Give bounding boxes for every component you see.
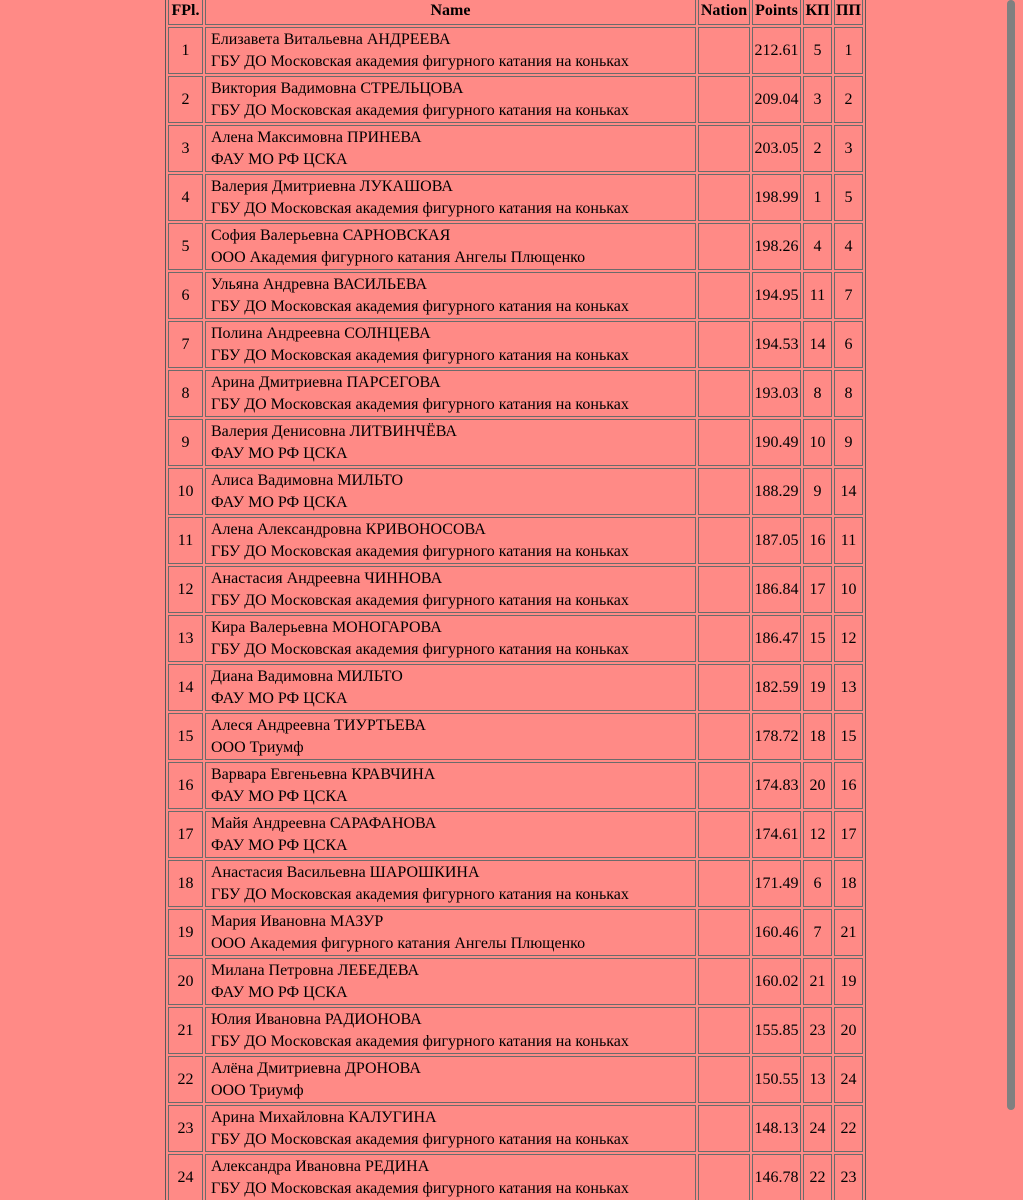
nation-cell — [698, 223, 750, 270]
points-cell: 148.13 — [752, 1105, 801, 1152]
points-cell: 186.47 — [752, 615, 801, 662]
skater-club: ГБУ ДО Московская академия фигурного катания на коньках — [211, 297, 629, 315]
skater-name: Арина Михайловна КАЛУГИНА — [211, 1108, 437, 1126]
nation-cell — [698, 566, 750, 613]
skater-cell — [205, 713, 696, 760]
table-row — [168, 615, 863, 662]
skater-cell — [205, 1056, 696, 1103]
table-row — [168, 909, 863, 956]
free-program-place-cell: 24 — [834, 1056, 863, 1103]
table-row — [168, 1105, 863, 1152]
skater-name: Мария Ивановна МАЗУР — [211, 912, 384, 930]
skater-cell — [205, 860, 696, 907]
points-cell: 150.55 — [752, 1056, 801, 1103]
place-cell: 19 — [168, 909, 203, 956]
header-place: FPl. — [168, 0, 203, 25]
place-cell: 17 — [168, 811, 203, 858]
table-row — [168, 370, 863, 417]
place-cell: 4 — [168, 174, 203, 221]
skater-club: ГБУ ДО Московская академия фигурного катания на коньках — [211, 1179, 629, 1197]
free-program-place-cell: 6 — [834, 321, 863, 368]
points-cell: 187.05 — [752, 517, 801, 564]
short-program-place-cell: 19 — [803, 664, 832, 711]
place-cell: 7 — [168, 321, 203, 368]
short-program-place-cell: 11 — [803, 272, 832, 319]
nation-cell — [698, 419, 750, 466]
points-cell: 212.61 — [752, 27, 801, 74]
short-program-place-cell: 15 — [803, 615, 832, 662]
skater-club: ГБУ ДО Московская академия фигурного катания на коньках — [211, 542, 629, 560]
skater-name: Алеся Андреевна ТИУРТЬЕВА — [211, 716, 426, 734]
points-cell: 174.61 — [752, 811, 801, 858]
skater-club: ФАУ МО РФ ЦСКА — [211, 689, 348, 707]
skater-club: ФАУ МО РФ ЦСКА — [211, 444, 348, 462]
short-program-place-cell: 1 — [803, 174, 832, 221]
skater-cell — [205, 909, 696, 956]
points-cell: 146.78 — [752, 1154, 801, 1200]
short-program-place-cell: 23 — [803, 1007, 832, 1054]
place-cell: 6 — [168, 272, 203, 319]
table-row — [168, 419, 863, 466]
free-program-place-cell: 5 — [834, 174, 863, 221]
table-row — [168, 664, 863, 711]
short-program-place-cell: 17 — [803, 566, 832, 613]
free-program-place-cell: 22 — [834, 1105, 863, 1152]
skater-club: ГБУ ДО Московская академия фигурного катания на коньках — [211, 52, 629, 70]
skater-club: ООО Триумф — [211, 1081, 304, 1099]
table-row — [168, 321, 863, 368]
skater-cell — [205, 76, 696, 123]
table-row — [168, 1154, 863, 1200]
skater-club: ГБУ ДО Московская академия фигурного катания на коньках — [211, 640, 629, 658]
free-program-place-cell: 2 — [834, 76, 863, 123]
place-cell: 11 — [168, 517, 203, 564]
skater-cell — [205, 125, 696, 172]
points-cell: 155.85 — [752, 1007, 801, 1054]
skater-name: София Валерьевна САРНОВСКАЯ — [211, 226, 451, 244]
nation-cell — [698, 272, 750, 319]
place-cell: 14 — [168, 664, 203, 711]
points-cell: 160.02 — [752, 958, 801, 1005]
nation-cell — [698, 1056, 750, 1103]
points-cell: 198.99 — [752, 174, 801, 221]
place-cell: 13 — [168, 615, 203, 662]
nation-cell — [698, 517, 750, 564]
table-row — [168, 174, 863, 221]
results-table — [165, 0, 866, 1200]
place-cell: 18 — [168, 860, 203, 907]
table-row — [168, 713, 863, 760]
place-cell: 16 — [168, 762, 203, 809]
skater-name: Ульяна Андревна ВАСИЛЬЕВА — [211, 275, 428, 293]
skater-name: Варвара Евгеньевна КРАВЧИНА — [211, 765, 436, 783]
header-free-program: ПП — [834, 0, 863, 25]
free-program-place-cell: 3 — [834, 125, 863, 172]
header-name: Name — [205, 0, 696, 25]
place-cell: 1 — [168, 27, 203, 74]
points-cell: 209.04 — [752, 76, 801, 123]
points-cell: 186.84 — [752, 566, 801, 613]
skater-club: ГБУ ДО Московская академия фигурного катания на коньках — [211, 1032, 629, 1050]
nation-cell — [698, 664, 750, 711]
nation-cell — [698, 1154, 750, 1200]
free-program-place-cell: 1 — [834, 27, 863, 74]
free-program-place-cell: 9 — [834, 419, 863, 466]
skater-cell — [205, 1007, 696, 1054]
free-program-place-cell: 8 — [834, 370, 863, 417]
skater-name: Александра Ивановна РЕДИНА — [211, 1157, 430, 1175]
place-cell: 22 — [168, 1056, 203, 1103]
nation-cell — [698, 615, 750, 662]
nation-cell — [698, 1105, 750, 1152]
skater-cell — [205, 370, 696, 417]
skater-cell — [205, 615, 696, 662]
short-program-place-cell: 5 — [803, 27, 832, 74]
skater-name: Елизавета Витальевна АНДРЕЕВА — [211, 30, 451, 48]
place-cell: 9 — [168, 419, 203, 466]
skater-cell — [205, 1105, 696, 1152]
table-row — [168, 27, 863, 74]
free-program-place-cell: 10 — [834, 566, 863, 613]
vertical-scrollbar[interactable] — [1003, 0, 1019, 1200]
short-program-place-cell: 16 — [803, 517, 832, 564]
header-short-program: КП — [803, 0, 832, 25]
nation-cell — [698, 76, 750, 123]
points-cell: 190.49 — [752, 419, 801, 466]
free-program-place-cell: 19 — [834, 958, 863, 1005]
place-cell: 10 — [168, 468, 203, 515]
place-cell: 12 — [168, 566, 203, 613]
free-program-place-cell: 16 — [834, 762, 863, 809]
table-row — [168, 566, 863, 613]
skater-name: Полина Андреевна СОЛНЦЕВА — [211, 324, 431, 342]
skater-cell — [205, 517, 696, 564]
free-program-place-cell: 17 — [834, 811, 863, 858]
skater-cell — [205, 272, 696, 319]
place-cell: 24 — [168, 1154, 203, 1200]
header-points: Points — [752, 0, 801, 25]
place-cell: 2 — [168, 76, 203, 123]
nation-cell — [698, 125, 750, 172]
short-program-place-cell: 14 — [803, 321, 832, 368]
skater-club: ФАУ МО РФ ЦСКА — [211, 836, 348, 854]
skater-club: ГБУ ДО Московская академия фигурного катания на коньках — [211, 591, 629, 609]
skater-name: Алена Александровна КРИВОНОСОВА — [211, 520, 486, 538]
skater-name: Виктория Вадимовна СТРЕЛЬЦОВА — [211, 79, 464, 97]
place-cell: 20 — [168, 958, 203, 1005]
table-row — [168, 272, 863, 319]
results-body — [168, 27, 863, 1200]
skater-name: Юлия Ивановна РАДИОНОВА — [211, 1010, 422, 1028]
skater-name: Майя Андреевна САРАФАНОВА — [211, 814, 437, 832]
skater-cell — [205, 27, 696, 74]
free-program-place-cell: 23 — [834, 1154, 863, 1200]
table-row — [168, 811, 863, 858]
place-cell: 15 — [168, 713, 203, 760]
points-cell: 193.03 — [752, 370, 801, 417]
points-cell: 182.59 — [752, 664, 801, 711]
free-program-place-cell: 7 — [834, 272, 863, 319]
nation-cell — [698, 811, 750, 858]
nation-cell — [698, 762, 750, 809]
skater-club: ФАУ МО РФ ЦСКА — [211, 983, 348, 1001]
skater-name: Кира Валерьевна МОНОГАРОВА — [211, 618, 442, 636]
skater-cell — [205, 419, 696, 466]
table-row — [168, 517, 863, 564]
table-row — [168, 762, 863, 809]
table-row — [168, 860, 863, 907]
skater-club: ФАУ МО РФ ЦСКА — [211, 787, 348, 805]
skater-name: Арина Дмитриевна ПАРСЕГОВА — [211, 373, 441, 391]
place-cell: 21 — [168, 1007, 203, 1054]
header-nation: Nation — [698, 0, 750, 25]
short-program-place-cell: 2 — [803, 125, 832, 172]
free-program-place-cell: 21 — [834, 909, 863, 956]
skater-club: ООО Академия фигурного катания Ангелы Плющенко — [211, 934, 586, 952]
skater-cell — [205, 811, 696, 858]
skater-name: Милана Петровна ЛЕБЕДЕВА — [211, 961, 420, 979]
table-row — [168, 125, 863, 172]
table-row — [168, 1056, 863, 1103]
skater-cell — [205, 174, 696, 221]
skater-club: ГБУ ДО Московская академия фигурного катания на коньках — [211, 346, 629, 364]
skater-name: Алиса Вадимовна МИЛЬТО — [211, 471, 404, 489]
skater-cell — [205, 321, 696, 368]
free-program-place-cell: 11 — [834, 517, 863, 564]
skater-name: Анастасия Васильевна ШАРОШКИНА — [211, 863, 480, 881]
free-program-place-cell: 13 — [834, 664, 863, 711]
skater-club: ГБУ ДО Московская академия фигурного катания на коньках — [211, 885, 629, 903]
points-cell: 171.49 — [752, 860, 801, 907]
short-program-place-cell: 6 — [803, 860, 832, 907]
skater-club: ООО Триумф — [211, 738, 304, 756]
skater-name: Анастасия Андреевна ЧИННОВА — [211, 569, 443, 587]
skater-name: Валерия Дмитриевна ЛУКАШОВА — [211, 177, 453, 195]
short-program-place-cell: 21 — [803, 958, 832, 1005]
short-program-place-cell: 3 — [803, 76, 832, 123]
nation-cell — [698, 1007, 750, 1054]
short-program-place-cell: 24 — [803, 1105, 832, 1152]
nation-cell — [698, 860, 750, 907]
points-cell: 160.46 — [752, 909, 801, 956]
skater-cell — [205, 223, 696, 270]
skater-club: ГБУ ДО Московская академия фигурного катания на коньках — [211, 199, 629, 217]
place-cell: 23 — [168, 1105, 203, 1152]
skater-club: ФАУ МО РФ ЦСКА — [211, 493, 348, 511]
points-cell: 188.29 — [752, 468, 801, 515]
short-program-place-cell: 18 — [803, 713, 832, 760]
nation-cell — [698, 713, 750, 760]
place-cell: 3 — [168, 125, 203, 172]
skater-cell — [205, 468, 696, 515]
nation-cell — [698, 321, 750, 368]
points-cell: 194.95 — [752, 272, 801, 319]
short-program-place-cell: 22 — [803, 1154, 832, 1200]
points-cell: 203.05 — [752, 125, 801, 172]
skater-cell — [205, 566, 696, 613]
scrollbar-thumb[interactable] — [1007, 0, 1015, 1110]
nation-cell — [698, 958, 750, 1005]
skater-cell — [205, 762, 696, 809]
table-row — [168, 1007, 863, 1054]
skater-club: ООО Академия фигурного катания Ангелы Плющенко — [211, 248, 586, 266]
short-program-place-cell: 13 — [803, 1056, 832, 1103]
skater-name: Алена Максимовна ПРИНЕВА — [211, 128, 422, 146]
points-cell: 178.72 — [752, 713, 801, 760]
free-program-place-cell: 15 — [834, 713, 863, 760]
skater-club: ФАУ МО РФ ЦСКА — [211, 150, 348, 168]
table-row — [168, 468, 863, 515]
short-program-place-cell: 20 — [803, 762, 832, 809]
table-row — [168, 223, 863, 270]
skater-cell — [205, 958, 696, 1005]
skater-name: Алёна Дмитриевна ДРОНОВА — [211, 1059, 421, 1077]
nation-cell — [698, 909, 750, 956]
free-program-place-cell: 20 — [834, 1007, 863, 1054]
points-cell: 194.53 — [752, 321, 801, 368]
table-row — [168, 76, 863, 123]
short-program-place-cell: 12 — [803, 811, 832, 858]
free-program-place-cell: 18 — [834, 860, 863, 907]
place-cell: 8 — [168, 370, 203, 417]
skater-name: Валерия Денисовна ЛИТВИНЧЁВА — [211, 422, 457, 440]
table-row — [168, 958, 863, 1005]
nation-cell — [698, 27, 750, 74]
skater-club: ГБУ ДО Московская академия фигурного катания на коньках — [211, 395, 629, 413]
points-cell: 198.26 — [752, 223, 801, 270]
header-row — [168, 0, 863, 25]
short-program-place-cell: 7 — [803, 909, 832, 956]
skater-cell — [205, 664, 696, 711]
short-program-place-cell: 10 — [803, 419, 832, 466]
nation-cell — [698, 468, 750, 515]
skater-club: ГБУ ДО Московская академия фигурного катания на коньках — [211, 101, 629, 119]
place-cell: 5 — [168, 223, 203, 270]
skater-name: Диана Вадимовна МИЛЬТО — [211, 667, 403, 685]
short-program-place-cell: 9 — [803, 468, 832, 515]
skater-club: ГБУ ДО Московская академия фигурного катания на коньках — [211, 1130, 629, 1148]
free-program-place-cell: 14 — [834, 468, 863, 515]
short-program-place-cell: 8 — [803, 370, 832, 417]
skater-cell — [205, 1154, 696, 1200]
free-program-place-cell: 4 — [834, 223, 863, 270]
short-program-place-cell: 4 — [803, 223, 832, 270]
nation-cell — [698, 370, 750, 417]
free-program-place-cell: 12 — [834, 615, 863, 662]
nation-cell — [698, 174, 750, 221]
points-cell: 174.83 — [752, 762, 801, 809]
